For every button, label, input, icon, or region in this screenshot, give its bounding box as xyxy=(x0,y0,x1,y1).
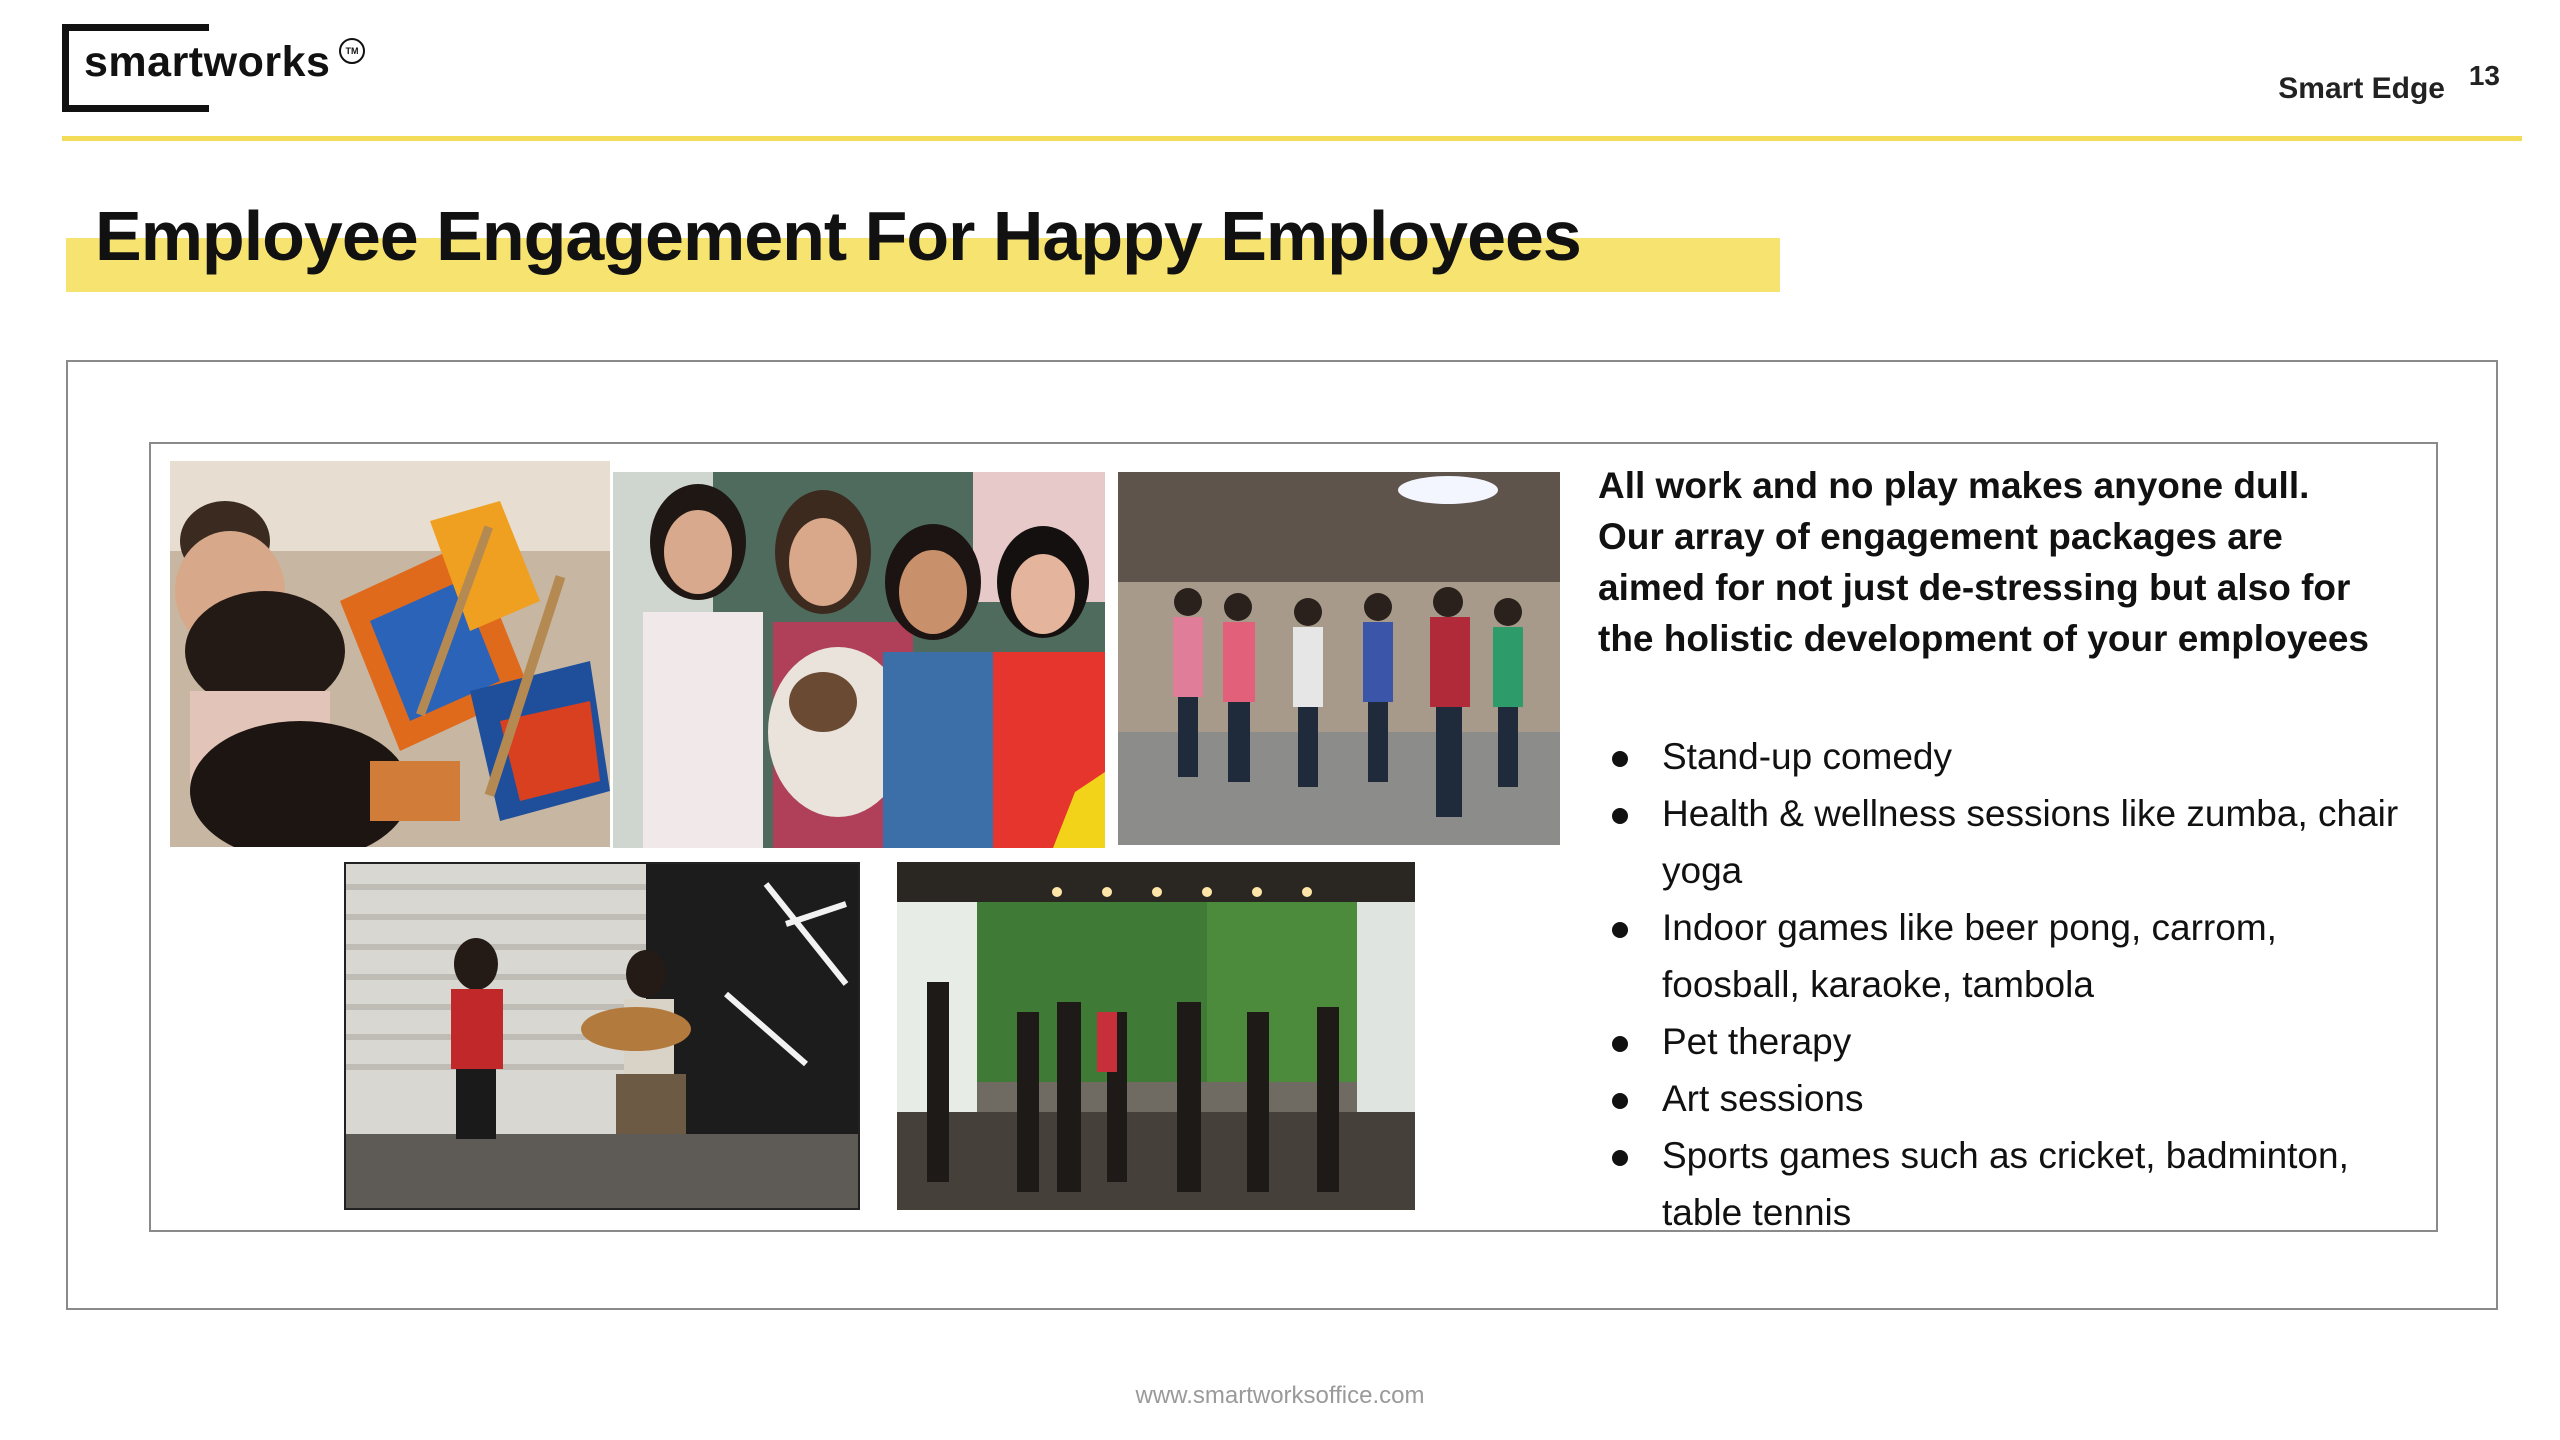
list-item: Indoor games like beer pong, carrom, foosball, karaoke, tambola xyxy=(1598,899,2418,1013)
page-title: Employee Engagement For Happy Employees xyxy=(95,197,1581,275)
intro-paragraph xyxy=(1598,460,2418,664)
footer-url: www.smartworksoffice.com xyxy=(1135,1382,1425,1409)
header-divider xyxy=(62,136,2522,141)
art-session-photo xyxy=(170,461,610,847)
zumba-session-photo xyxy=(897,862,1415,1210)
list-item: Sports games such as cricket, badminton, table tennis xyxy=(1598,1127,2418,1241)
list-item: Pet therapy xyxy=(1598,1013,2418,1070)
pet-therapy-photo xyxy=(613,472,1105,848)
music-performance-photo xyxy=(344,862,860,1210)
list-item: Art sessions xyxy=(1598,1070,2418,1127)
list-item: Stand-up comedy xyxy=(1598,728,2418,785)
intro-line: All work and no play makes anyone dull. xyxy=(1598,465,2310,506)
intro-line: aimed for not just de-stressing but also for xyxy=(1598,567,2351,608)
engagement-list xyxy=(1598,728,2418,1241)
page-number: 13 xyxy=(2468,60,2500,91)
chair-yoga-photo xyxy=(1118,472,1560,845)
list-item: Health & wellness sessions like zumba, chair yoga xyxy=(1598,785,2418,899)
header-label: Smart Edge xyxy=(2278,72,2445,105)
intro-line: Our array of engagement packages are xyxy=(1598,516,2283,557)
trademark-icon: TM xyxy=(339,38,365,64)
logo: smartworks xyxy=(80,38,334,87)
intro-line: the holistic development of your employees xyxy=(1598,618,2370,659)
